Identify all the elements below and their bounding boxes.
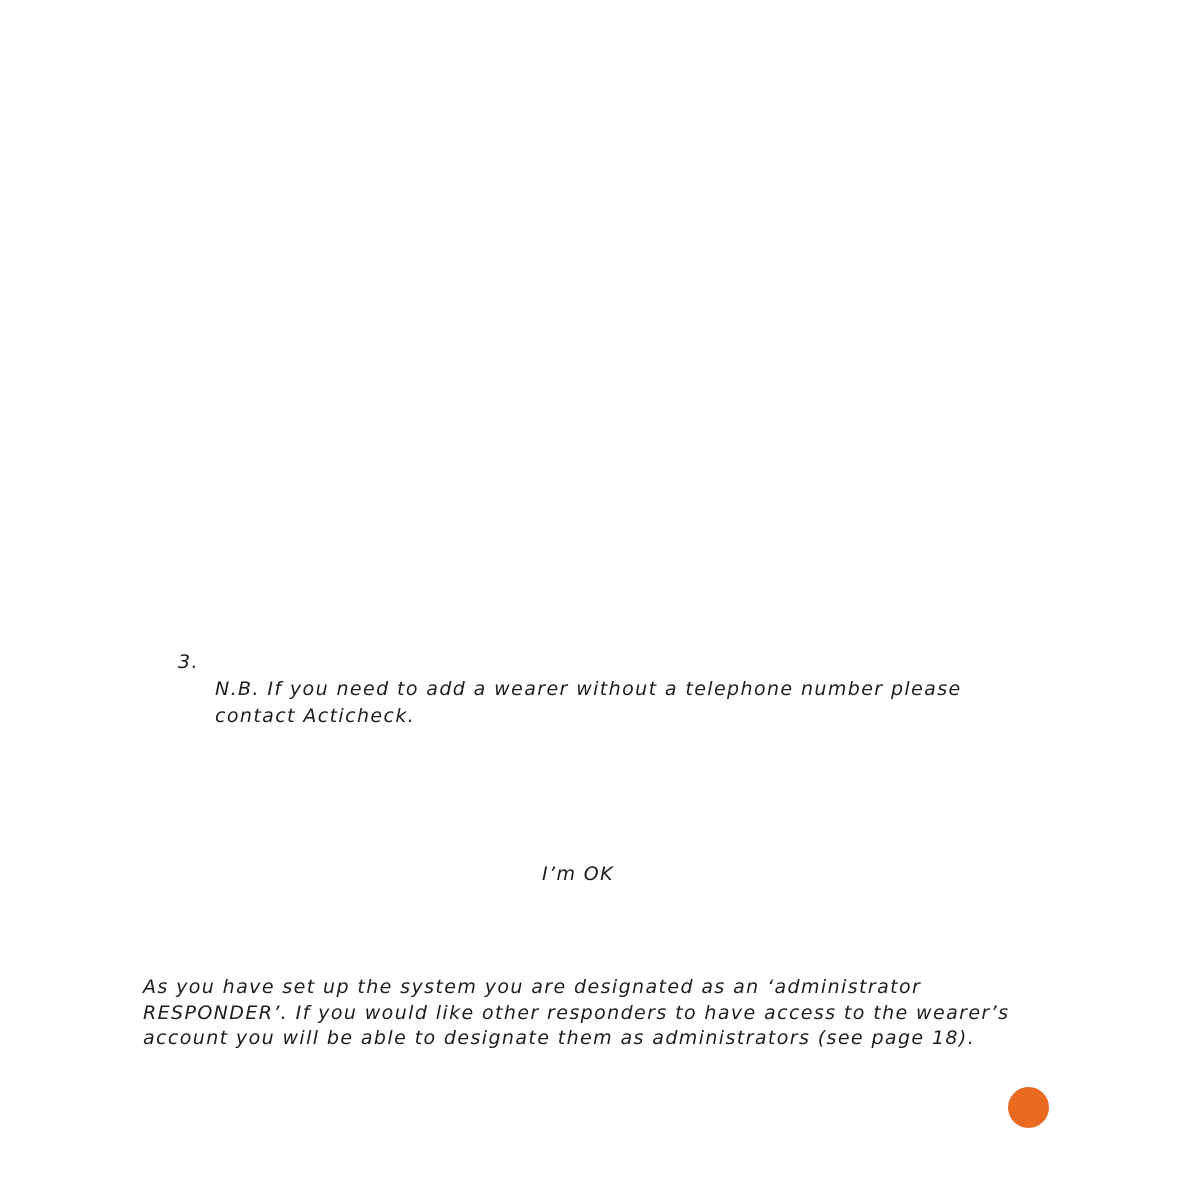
note-line-1: N.B. If you need to add a wearer without a telephone number please	[215, 678, 962, 700]
paragraph-line-1: As you have set up the system you are designated as an ‘administrator	[143, 976, 922, 998]
im-ok-label: I’m OK	[542, 863, 615, 885]
paragraph-line-2: RESPONDER’. If you would like other responders to have access to the wearer’s	[143, 1001, 1010, 1024]
step-number: 3.	[178, 651, 199, 673]
page-marker-dot	[1008, 1087, 1049, 1128]
paragraph-line-3: account you will be able to designate them as administrators (see page 18).	[143, 1027, 976, 1049]
note-line-2: contact Acticheck.	[215, 705, 416, 727]
administrator-paragraph	[143, 975, 1043, 1052]
